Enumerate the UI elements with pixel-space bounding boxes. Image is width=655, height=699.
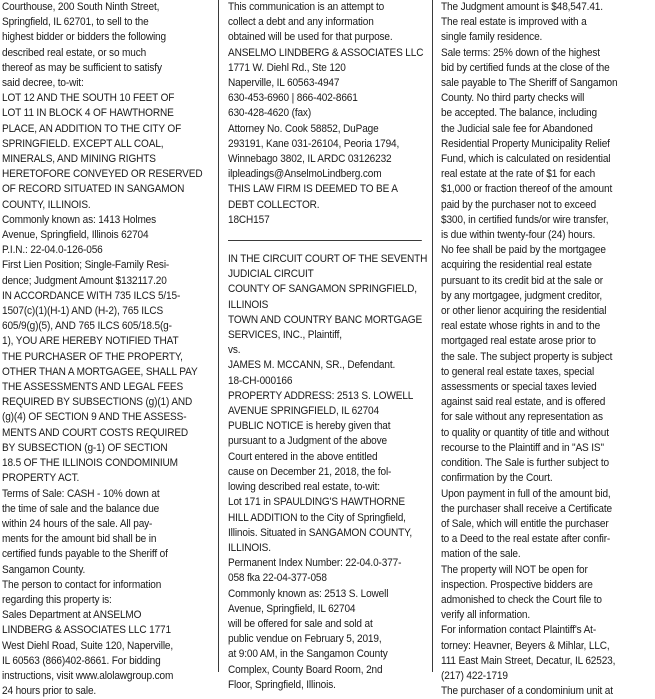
- text-line: This communication is an attempt to: [228, 1, 385, 13]
- text-line: $1,000 or fraction thereof of the amount: [441, 183, 613, 196]
- text-line: is due within twenty-four (24) hours.: [441, 229, 596, 242]
- text-line: The purchaser of a condominium unit at: [441, 685, 613, 698]
- text-line: to a Deed to the real estate after confir-: [441, 533, 611, 546]
- text-line: THIS LAW FIRM IS DEEMED TO BE A: [228, 183, 398, 196]
- text-line: cause on December 21, 2018, the fol-: [228, 465, 392, 478]
- text-line: dence; Judgment Amount $132117.20: [2, 274, 167, 287]
- text-line: DEBT COLLECTOR.: [228, 198, 320, 211]
- text-line: MINERALS, AND MINING RIGHTS: [2, 153, 156, 166]
- text-line: ILLINOIS: [228, 298, 269, 311]
- text-line: West Diehl Road, Suite 120, Naperville,: [2, 639, 174, 652]
- text-line: REQUIRED BY SUBSECTIONS (g)(1) AND: [2, 396, 193, 409]
- text-line: PUBLIC NOTICE is hereby given that: [228, 420, 391, 433]
- text-line: Permanent Index Number: 22-04.0-377-: [228, 557, 402, 570]
- text-line: First Lien Position; Single-Family Resi-: [2, 259, 170, 272]
- text-line: the time of sale and the balance due: [2, 502, 160, 515]
- text-line: real estate at the rate of $1 for each: [441, 168, 596, 181]
- text-line: ments for the amount bid shall be in: [2, 533, 157, 546]
- text-line: No fee shall be paid by the mortgagee: [441, 244, 606, 257]
- text-line: Naperville, IL 60563-4947: [228, 77, 340, 90]
- text-line: the sale. The subject property is subject: [441, 350, 613, 363]
- text-line: 1771 W. Diehl Rd., Ste 120: [228, 61, 346, 74]
- text-line: instructions, visit www.alolawgroup.com: [2, 669, 174, 682]
- text-line: The real estate is improved with a: [441, 16, 587, 29]
- text-line: sale payable to The Sheriff of Sangamon: [441, 77, 618, 90]
- text-line: mortgaged real estate arose prior to: [441, 335, 596, 348]
- text-line: single family residence.: [441, 31, 543, 44]
- column-divider: [218, 0, 219, 672]
- text-line: PROPERTY ACT.: [2, 472, 80, 485]
- text-line: Upon payment in full of the amount bid,: [441, 487, 611, 500]
- text-line: 293191, Kane 031-26104, Peoria 1794,: [228, 137, 400, 150]
- text-line: 111 East Main Street, Decatur, IL 62523,: [441, 654, 616, 667]
- text-line: the purchaser shall receive a Certificate: [441, 502, 612, 515]
- text-line: Complex, County Board Room, 2nd: [228, 663, 383, 676]
- text-line: IL 60563 (866)402-8661. For bidding: [2, 654, 161, 667]
- text-line: HERETOFORE CONVEYED OR RESERVED: [2, 168, 203, 181]
- text-line: assessments or special taxes levied: [441, 381, 597, 394]
- text-line: Lot 171 in SPAULDING'S HAWTHORNE: [228, 496, 405, 509]
- text-line: For information contact Plaintiff's At-: [441, 624, 597, 637]
- text-line: collect a debt and any information: [228, 16, 374, 29]
- notice-foreclosure-holmes: [2, 0, 213, 699]
- text-line: real estate whose rights in and to the: [441, 320, 601, 333]
- text-line: torney: Heavner, Beyers & Mihlar, LLC,: [441, 639, 610, 652]
- text-line: 1), YOU ARE HEREBY NOTIFIED THAT: [2, 335, 179, 348]
- text-line: THE PURCHASER OF THE PROPERTY,: [2, 350, 183, 363]
- text-line: at 9:00 AM, in the Sangamon County: [228, 648, 388, 661]
- text-line: Sales Department at ANSELMO: [2, 609, 142, 622]
- text-line: TOWN AND COUNTRY BANC MORTGAGE: [228, 313, 423, 326]
- text-line: ilpleadings@AnselmoLindberg.com: [228, 168, 382, 181]
- text-line: recourse to the Plaintiff and in "AS IS": [441, 441, 604, 454]
- text-line: bid by certified funds at the close of the: [441, 61, 610, 74]
- text-line: OTHER THAN A MORTGAGEE, SHALL PAY: [2, 365, 198, 378]
- text-line: Commonly known as: 1413 Holmes: [2, 213, 157, 226]
- text-line: acquiring the residential real estate: [441, 259, 592, 272]
- text-line: Avenue, Springfield, IL 62704: [228, 602, 356, 615]
- text-line: 058 fka 22-04-377-058: [228, 572, 327, 585]
- text-line: THE ASSESSMENTS AND LEGAL FEES: [2, 381, 184, 394]
- text-line: The property will NOT be open for: [441, 563, 588, 576]
- text-line: be accepted. The balance, including: [441, 107, 597, 120]
- text-line: P.I.N.: 22-04.0-126-056: [2, 244, 103, 257]
- text-line: Commonly known as: 2513 S. Lowell: [228, 587, 389, 600]
- text-line: The Judgment amount is $48,547.41.: [441, 1, 603, 13]
- column-left: [2, 0, 213, 698]
- text-line: 630-428-4620 (fax): [228, 107, 312, 120]
- text-line: inspection. Prospective bidders are: [441, 578, 593, 591]
- notice-mccann-sale-terms: [441, 0, 655, 699]
- text-line: IN THE CIRCUIT COURT OF THE SEVENTH: [228, 253, 428, 266]
- text-line: LOT 12 AND THE SOUTH 10 FEET OF: [2, 92, 175, 105]
- text-line: public vendue on February 5, 2019,: [228, 633, 382, 646]
- text-line: pursuant to its credit bid at the sale or: [441, 274, 603, 287]
- text-line: LINDBERG & ASSOCIATES LLC 1771: [2, 624, 171, 637]
- text-line: IN ACCORDANCE WITH 735 ILCS 5/15-: [2, 289, 181, 302]
- text-line: BY SUBSECTION (g-1) OF SECTION: [2, 441, 168, 454]
- text-line: HILL ADDITION to the City of Springfield,: [228, 511, 406, 524]
- text-line: pursuant to a Judgment of the above: [228, 435, 387, 448]
- text-line: 605/9(g)(5), AND 765 ILCS 605/18.5(g-: [2, 320, 172, 333]
- text-line: highest bidder or bidders the following: [2, 31, 166, 44]
- text-line: Attorney No. Cook 58852, DuPage: [228, 122, 379, 135]
- text-line: $300, in certified funds/or wire transfer,: [441, 213, 609, 226]
- text-line: paid by the purchaser not to exceed: [441, 198, 597, 211]
- text-line: PROPERTY ADDRESS: 2513 S. LOWELL: [228, 389, 414, 402]
- notice-mccann-case: [228, 252, 428, 693]
- text-line: 1507(c)(1)(H-1) AND (H-2), 765 ILCS: [2, 305, 164, 318]
- column-right: [441, 0, 655, 698]
- text-line: 18-CH-000166: [228, 374, 293, 387]
- text-line: Floor, Springfield, Illinois.: [228, 678, 336, 691]
- text-line: lowing described real estate, to-wit:: [228, 481, 380, 494]
- text-line: OF RECORD SITUATED IN SANGAMON: [2, 183, 185, 196]
- text-line: AVENUE SPRINGFIELD, IL 62704: [228, 405, 379, 418]
- text-line: JAMES M. MCCANN, SR., Defendant.: [228, 359, 396, 372]
- text-line: of Sale, which will entitle the purchaser: [441, 517, 609, 530]
- text-line: to general real estate taxes, special: [441, 365, 595, 378]
- text-line: ANSELMO LINDBERG & ASSOCIATES LLC: [228, 46, 424, 59]
- text-line: 18.5 OF THE ILLINOIS CONDOMINIUM: [2, 457, 178, 470]
- text-line: Springfield, IL 62701, to sell to the: [2, 16, 149, 29]
- text-line: 630-453-6960 | 866-402-8661: [228, 92, 358, 105]
- text-line: confirmation by the Court.: [441, 472, 553, 485]
- text-line: The person to contact for information: [2, 578, 162, 591]
- text-line: 18CH157: [228, 213, 270, 226]
- text-line: mation of the sale.: [441, 548, 521, 561]
- text-line: within 24 hours of the sale. All pay-: [2, 517, 153, 530]
- text-line: Terms of Sale: CASH - 10% down at: [2, 487, 160, 500]
- column-middle: [228, 0, 428, 691]
- text-line: 24 hours prior to sale.: [2, 685, 97, 698]
- text-line: (217) 422-1719: [441, 669, 508, 682]
- text-line: condition. The Sale is further subject to: [441, 457, 609, 470]
- text-line: by any mortgagee, judgment creditor,: [441, 289, 603, 302]
- text-line: will be offered for sale and sold at: [228, 617, 373, 630]
- text-line: Sangamon County.: [2, 563, 86, 576]
- text-line: the Judicial sale fee for Abandoned: [441, 122, 593, 135]
- text-line: Court entered in the above entitled: [228, 450, 378, 463]
- text-line: vs.: [228, 344, 241, 357]
- text-line: LOT 11 IN BLOCK 4 OF HAWTHORNE: [2, 107, 174, 120]
- text-line: (g)(4) OF SECTION 9 AND THE ASSESS-: [2, 411, 187, 424]
- text-line: to quality or quantity of title and without: [441, 426, 609, 439]
- text-line: admonished to check the Court file to: [441, 593, 602, 606]
- text-line: JUDICIAL CIRCUIT: [228, 268, 314, 281]
- text-line: obtained will be used for that purpose.: [228, 31, 393, 44]
- text-line: Winnebago 3802, IL ARDC 03126232: [228, 153, 392, 166]
- text-line: Residential Property Municipality Relief: [441, 137, 610, 150]
- text-line: ILLINOIS.: [228, 541, 271, 554]
- notice-separator-rule: [228, 240, 422, 241]
- text-line: Sale terms: 25% down of the highest: [441, 46, 600, 59]
- text-line: said decree, to-wit:: [2, 77, 84, 90]
- text-line: regarding this property is:: [2, 593, 112, 606]
- text-line: Avenue, Springfield, Illinois 62704: [2, 229, 149, 242]
- text-line: or other lienor acquiring the residential: [441, 305, 607, 318]
- text-line: COUNTY, ILLINOIS.: [2, 198, 91, 211]
- text-line: COUNTY OF SANGAMON SPRINGFIELD,: [228, 283, 417, 296]
- text-line: certified funds payable to the Sheriff of: [2, 548, 168, 561]
- text-line: Fund, which is calculated on residential: [441, 153, 611, 166]
- text-line: SERVICES, INC., Plaintiff,: [228, 329, 342, 342]
- text-line: verify all information.: [441, 609, 531, 622]
- text-line: MENTS AND COURT COSTS REQUIRED: [2, 426, 189, 439]
- text-line: thereof as may be sufficient to satisfy: [2, 61, 162, 74]
- notice-debt-collector-footer: [228, 0, 424, 228]
- text-line: for sale without any representation as: [441, 411, 603, 424]
- text-line: County. No third party checks will: [441, 92, 585, 105]
- text-line: against said real estate, and is offered: [441, 396, 606, 409]
- text-line: PLACE, AN ADDITION TO THE CITY OF: [2, 122, 182, 135]
- text-line: SPRINGFIELD. EXCEPT ALL COAL,: [2, 137, 164, 150]
- text-line: Courthouse, 200 South Ninth Street,: [2, 1, 160, 13]
- text-line: Illinois. Situated in SANGAMON COUNTY,: [228, 526, 413, 539]
- column-divider: [432, 0, 433, 672]
- text-line: described real estate, or so much: [2, 46, 147, 59]
